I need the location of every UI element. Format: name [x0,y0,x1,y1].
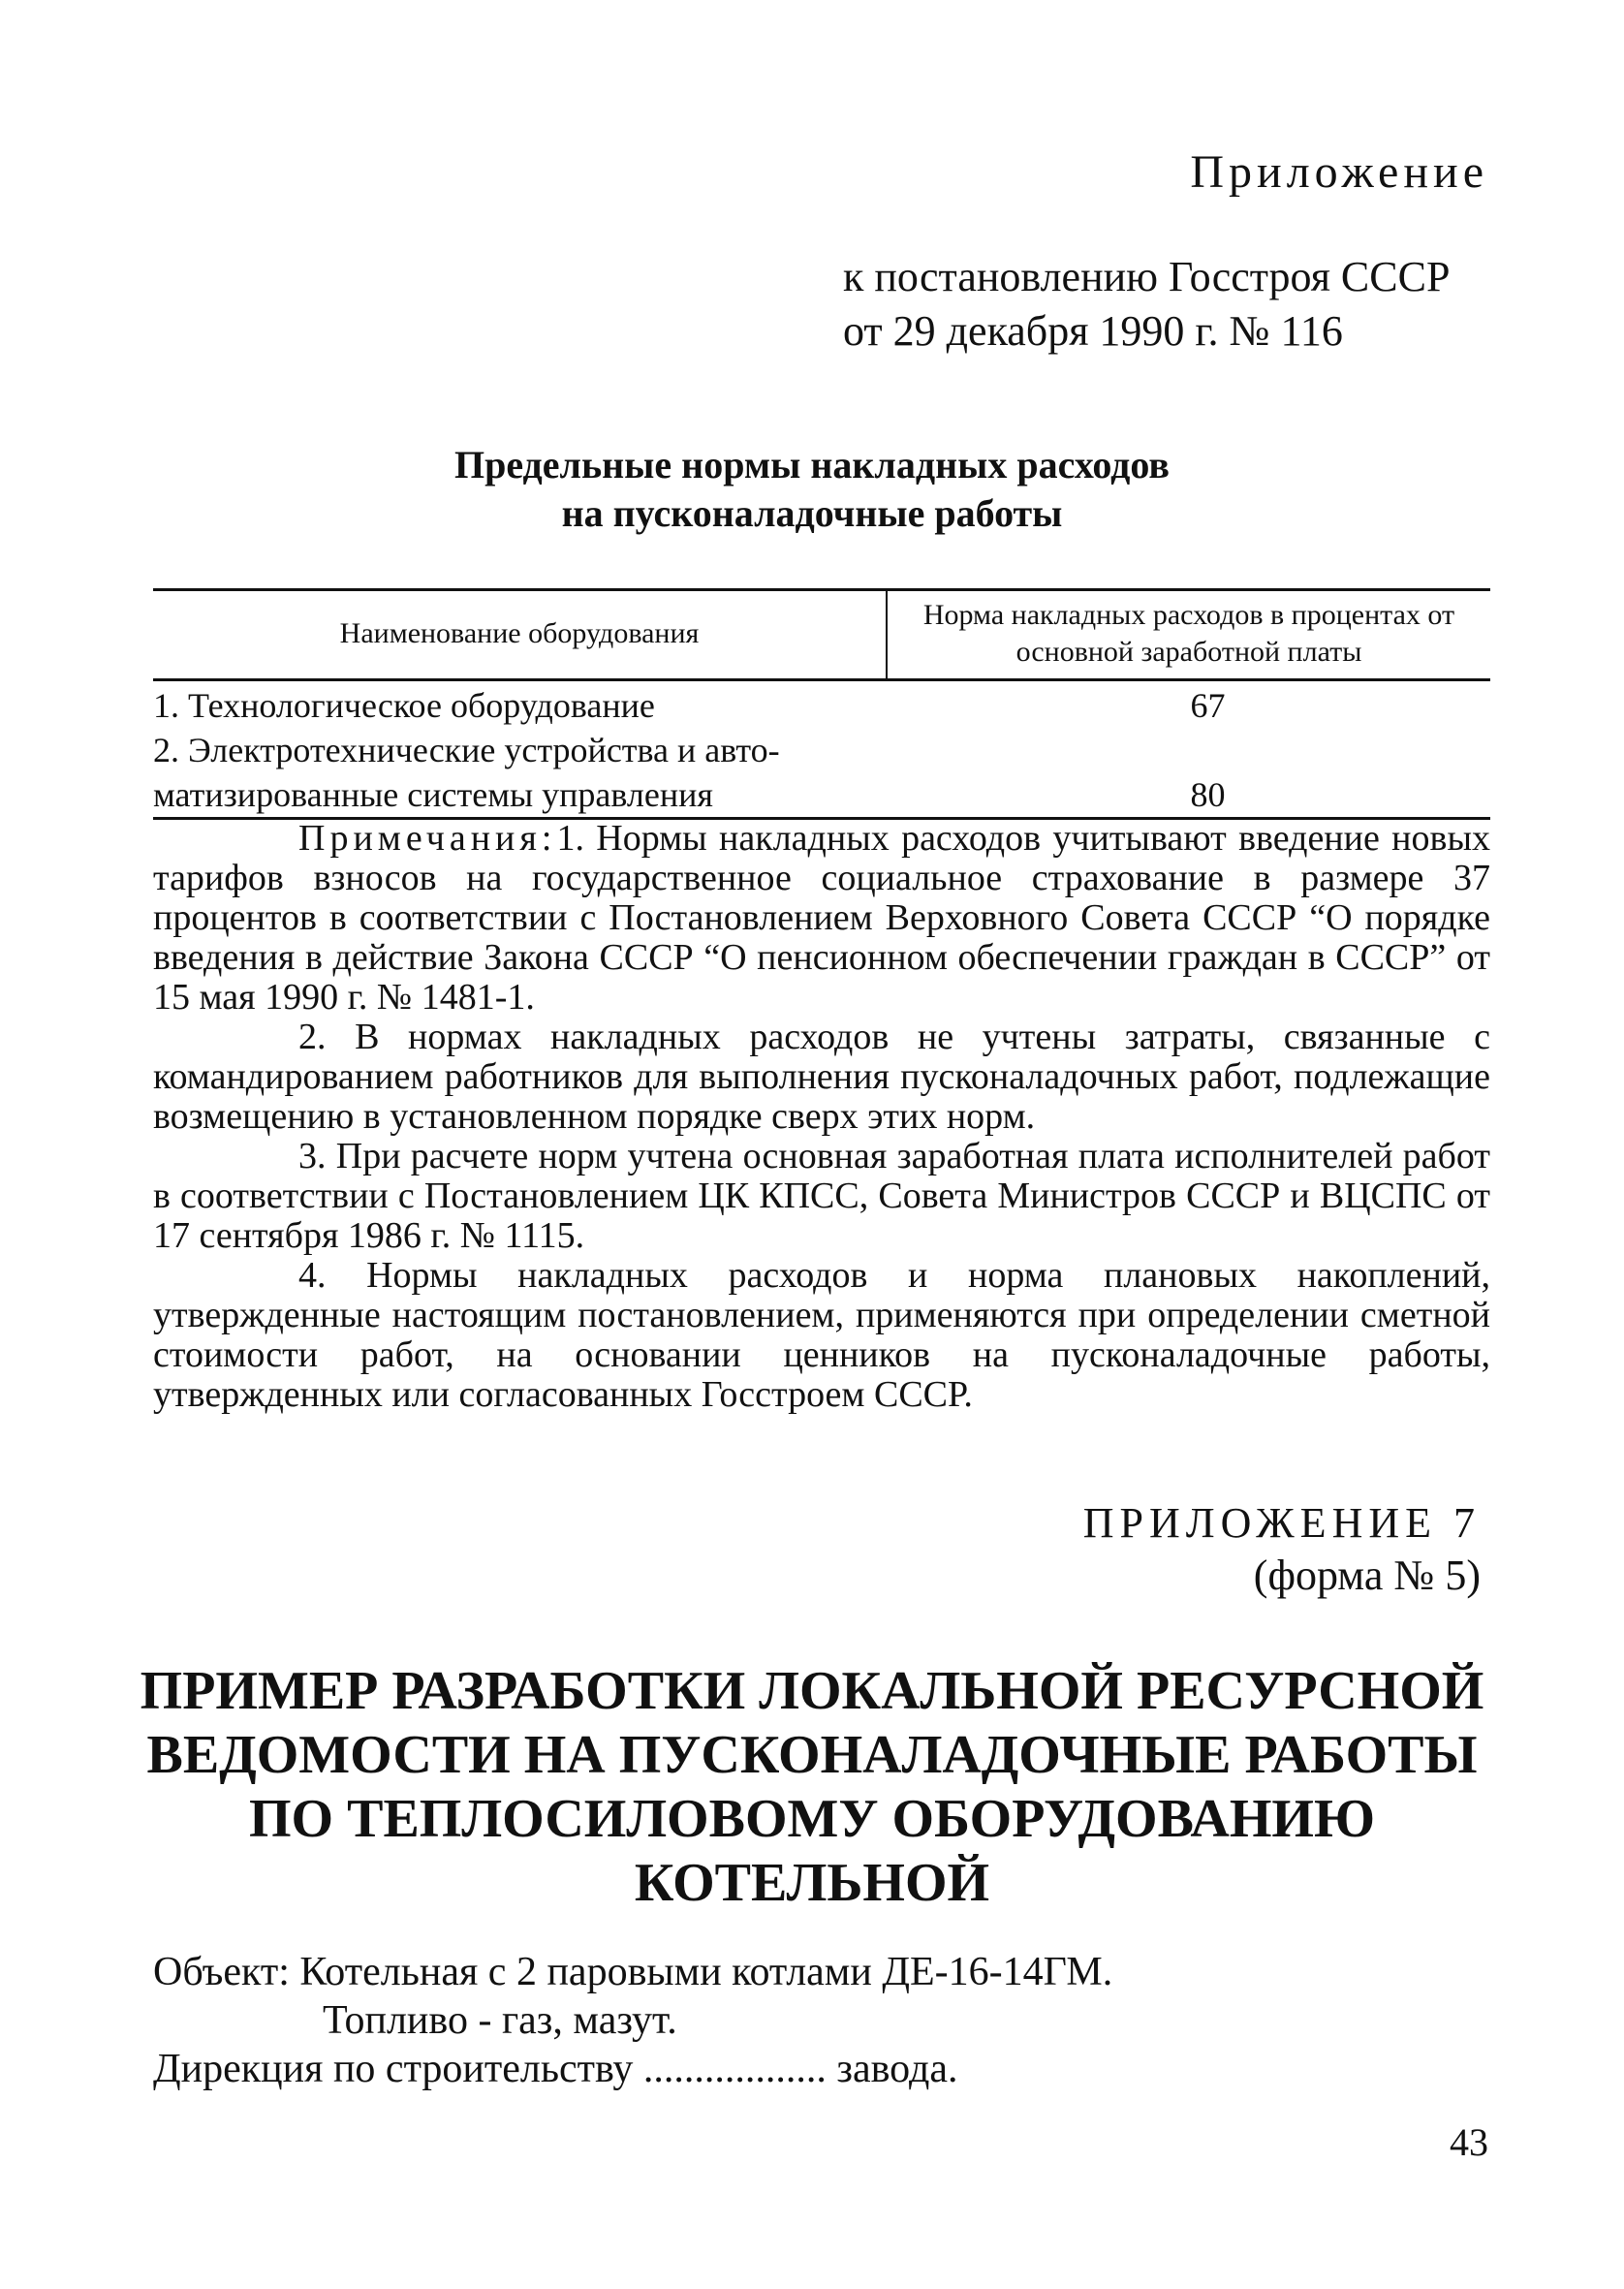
page-number: 43 [1450,2120,1488,2164]
note-1 [153,819,1490,1018]
main-title-line3: ПО ТЕПЛОСИЛОВОМУ ОБОРУДОВАНИЮ [248,1789,1376,1849]
appendix-7-label [1083,1497,1481,1602]
main-title-line4: КОТЕЛЬНОЙ [634,1853,990,1913]
appendix-7-form: (форма № 5) [1253,1552,1481,1599]
row-equipment-name-cont: матизированные системы управления [153,770,887,819]
note-1-text: 1. Нормы накладных расходов учитывают введение новых тарифов взносов на государственное социальное страхование в размере 37 процентов в соответствии с Постановлением Верховного Совета СССР “О порядке введения в действие Закона СССР “О пенсионном обеспечении граждан в СССР” от 15 мая 1990 г. № 1481-1. [153,818,1490,1018]
note-3: 3. При расчете норм учтена основная заработная плата исполнителей работ в соответствии с Постановлением ЦК КПСС, Совета Министров СССР и ВЦСПС от 17 сентября 1986 г. № 1115. [153,1136,1490,1256]
fuel-line: Топливо - газ, мазут. [323,1998,677,2043]
decree-reference-line1: к постановлению Госстроя СССР [843,253,1451,300]
row-norm-value-empty [887,726,1490,770]
directorate-line: Дирекция по строительству .................. завода. [153,2047,958,2091]
decree-reference-line2: от 29 декабря 1990 г. № 116 [843,307,1343,355]
object-line: Объект: Котельная с 2 паровыми котлами ДЕ-16-14ГМ. [153,1950,1113,1994]
overhead-norms-table [153,588,1490,820]
decree-reference [843,250,1450,359]
note-4: 4. Нормы накладных расходов и норма плановых накоплений, утвержденные настоящим постановлением, применяются при определении сметной стоимости работ, на основании ценников на пусконаладочные работы, утвержденных или согласованных Госстроем СССР. [153,1255,1490,1415]
column-header-equipment: Наименование оборудования [153,590,887,680]
notes-label: Примечания: [298,818,557,859]
main-title-line2: ВЕДОМОСТИ НА ПУСКОНАЛАДОЧНЫЕ РАБОТЫ [146,1725,1478,1785]
table-row [153,726,1490,770]
row-equipment-name: 1. Технологическое оборудование [153,686,655,725]
appendix-label: Приложение [1190,146,1488,198]
row-norm-value: 67 [1190,686,1226,725]
column-header-norm: Норма накладных расходов в процентах от основной заработной платы [887,590,1490,680]
row-equipment-name: 2. Электротехнические устройства и авто- [153,731,780,769]
table-header-row [153,590,1490,680]
object-info [153,1948,1112,2093]
table-row [153,770,1490,819]
table-title-line2: на пусконаладочные работы [561,491,1063,535]
notes-section [153,819,1490,1415]
table-row [153,680,1490,727]
note-2: 2. В нормах накладных расходов не учтены затраты, связанные с командированием работников для выполнения пусконаладочных работ, подлежащие возмещению в установленном порядке сверх этих норм. [153,1017,1490,1137]
main-title [0,1659,1624,1915]
main-title-line1: ПРИМЕР РАЗРАБОТКИ ЛОКАЛЬНОЙ РЕСУРСНОЙ [140,1661,1484,1721]
appendix-7-title: ПРИЛОЖЕНИЕ 7 [1082,1499,1481,1547]
table-title [0,441,1624,538]
table-title-line1: Предельные нормы накладных расходов [453,443,1171,486]
row-norm-value: 80 [887,770,1490,819]
